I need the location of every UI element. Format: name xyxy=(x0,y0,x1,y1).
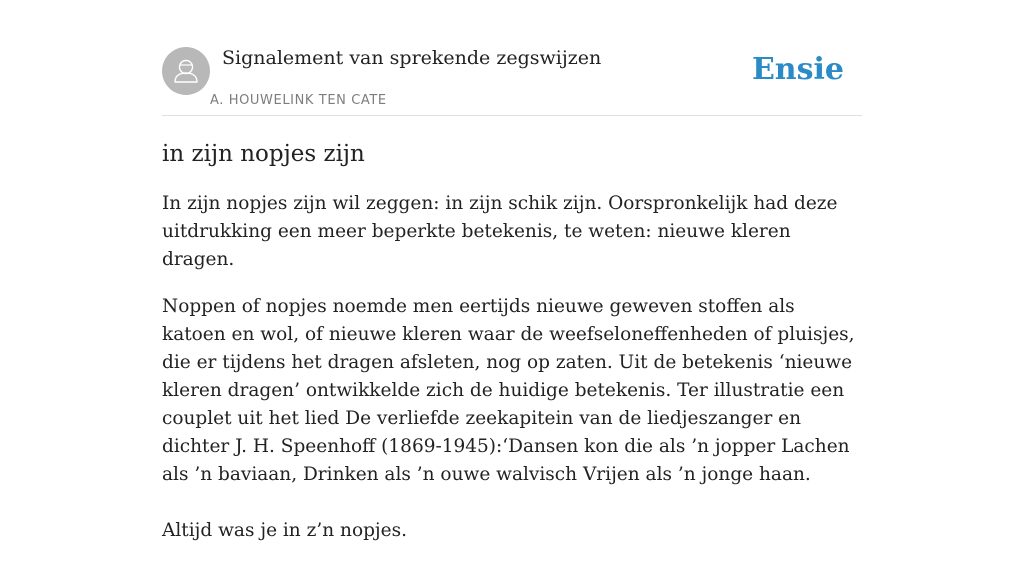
book-title[interactable]: Signalement van sprekende zegswijzen xyxy=(222,47,602,69)
article-title: in zijn nopjes zijn xyxy=(162,141,365,167)
brand-logo[interactable]: Ensie xyxy=(751,52,844,87)
user-icon xyxy=(162,47,210,95)
header xyxy=(162,0,862,116)
author-avatar[interactable] xyxy=(162,47,210,95)
article-paragraph: In zijn nopjes zijn wil zeggen: in zijn schik zijn. Oorspronkelijk had deze uitdrukking een meer beperkte betekenis, te weten: nieuwe kleren dragen. xyxy=(162,193,838,270)
article-paragraph: Noppen of nopjes noemde men eertijds nieuwe geweven stoffen als katoen en wol, of nieuwe kleren waar de weefseloneffenheden of pluisjes, die er tijdens het dragen afsleten, nog op zaten. Uit de betekenis ‘nieuwe kleren dragen’ ontwikkelde zich de huidige betekenis. Ter illustratie een couplet uit het lied De verliefde zeekapitein van de liedjeszanger en dichter J. H. Speenhoff (1869-1945):‘Dansen kon die als ’n jopper Lachen als ’n baviaan, Drinken als ’n ouwe walvisch Vrijen als ’n jonge haan. Altijd was je in z’n nopjes. xyxy=(162,296,855,541)
author-name[interactable]: A. HOUWELINK TEN CATE xyxy=(210,93,387,108)
article xyxy=(162,136,862,564)
